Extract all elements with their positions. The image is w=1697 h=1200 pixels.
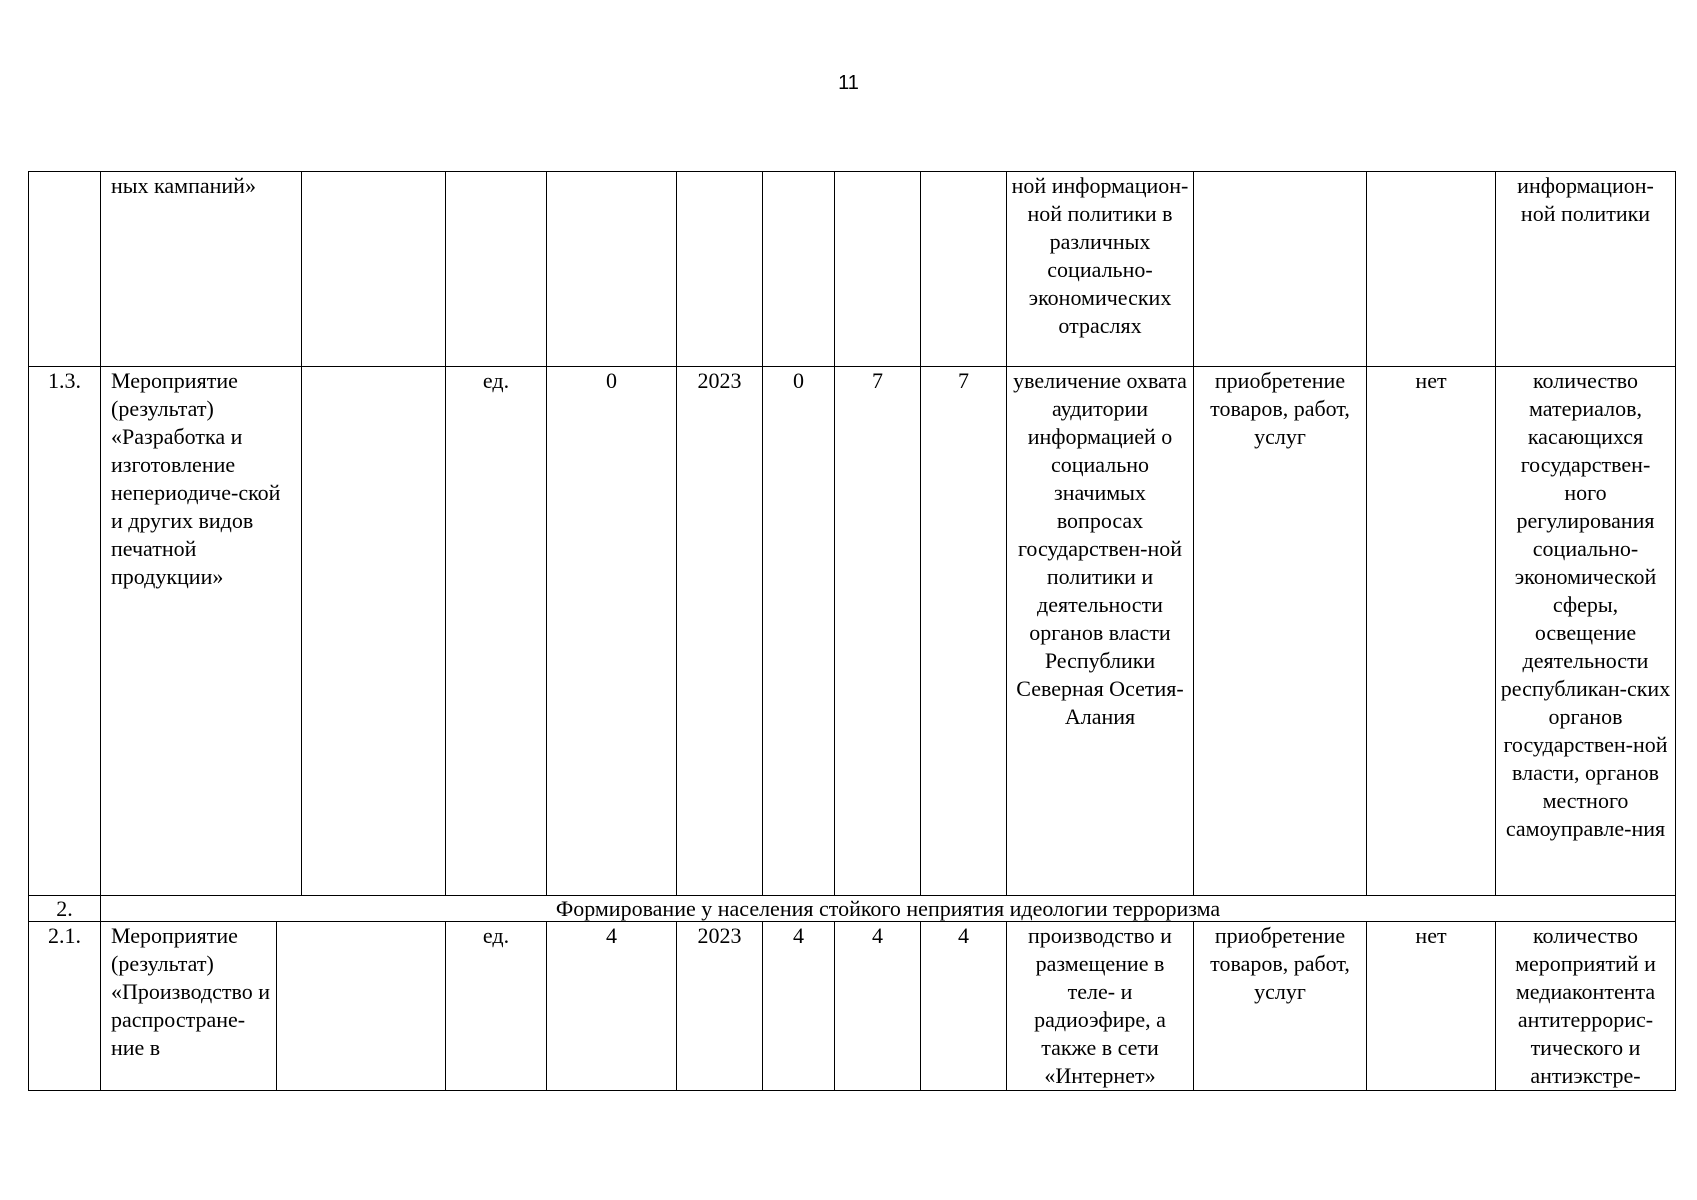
cell-flag: нет (1367, 367, 1496, 896)
cell-indicator: количество материалов, касающихся государствен-ного регулирования социально-экономической сферы, освещение деятельности республикан-ских органов государствен-ной власти, органов местного самоуправле-ния (1496, 367, 1676, 896)
table-row-2-1 (29, 922, 1676, 1091)
cell-base-year (677, 172, 763, 367)
cell-year-1 (763, 172, 835, 367)
cell-base-value: 0 (547, 367, 677, 896)
cell-base-year: 2023 (677, 922, 763, 1091)
table-row-continuation (29, 172, 1676, 367)
cell-name: Мероприятие (результат) «Производство и распростране-ние в (101, 922, 277, 1090)
cell-num (29, 172, 101, 367)
section-title: Формирование у населения стойкого неприятия идеологии терроризма (101, 896, 1676, 922)
cell-effect: производство и размещение в теле- и радиоэфире, а также в сети «Интернет» (1007, 922, 1194, 1091)
cell-year-1: 4 (763, 922, 835, 1091)
cell-year-2: 4 (835, 922, 921, 1091)
cell-name: ных кампаний» (101, 172, 302, 367)
cell-year-2: 7 (835, 367, 921, 896)
section-num: 2. (29, 896, 101, 922)
table-row-1-3 (29, 367, 1676, 896)
cell-base-year: 2023 (677, 367, 763, 896)
cell-year-3 (921, 172, 1007, 367)
cell-empty (277, 922, 445, 1090)
cell-empty (302, 172, 446, 367)
cell-num: 2.1. (29, 922, 101, 1091)
cell-year-3: 4 (921, 922, 1007, 1091)
cell-type (1194, 172, 1367, 367)
cell-type: приобретение товаров, работ, услуг (1194, 367, 1367, 896)
cell-effect: ной информацион-ной политики в различных социально-экономических отраслях (1007, 172, 1194, 367)
cell-base-value (547, 172, 677, 367)
measures-table (28, 171, 1676, 1091)
cell-year-1: 0 (763, 367, 835, 896)
cell-year-3: 7 (921, 367, 1007, 896)
cell-empty (302, 367, 446, 896)
cell-indicator: информацион-ной политики (1496, 172, 1676, 367)
page-number: 11 (838, 72, 859, 94)
cell-unit (446, 172, 547, 367)
cell-effect: увеличение охвата аудитории информацией о социально значимых вопросах государствен-ной политики и деятельности органов власти Республики Северная Осетия-Алания (1007, 367, 1194, 896)
cell-num: 1.3. (29, 367, 101, 896)
cell-year-2 (835, 172, 921, 367)
cell-type: приобретение товаров, работ, услуг (1194, 922, 1367, 1091)
cell-unit: ед. (446, 922, 547, 1091)
cell-name: Мероприятие (результат) «Разработка и изготовление непериодиче-ской и других видов печатной продукции» (101, 367, 302, 896)
cell-unit: ед. (446, 367, 547, 896)
cell-name-split (101, 922, 446, 1091)
cell-indicator: количество мероприятий и медиаконтента антитеррорис-тического и антиэкстре- (1496, 922, 1676, 1091)
cell-flag (1367, 172, 1496, 367)
cell-flag: нет (1367, 922, 1496, 1091)
section-row-2 (29, 896, 1676, 922)
cell-base-value: 4 (547, 922, 677, 1091)
